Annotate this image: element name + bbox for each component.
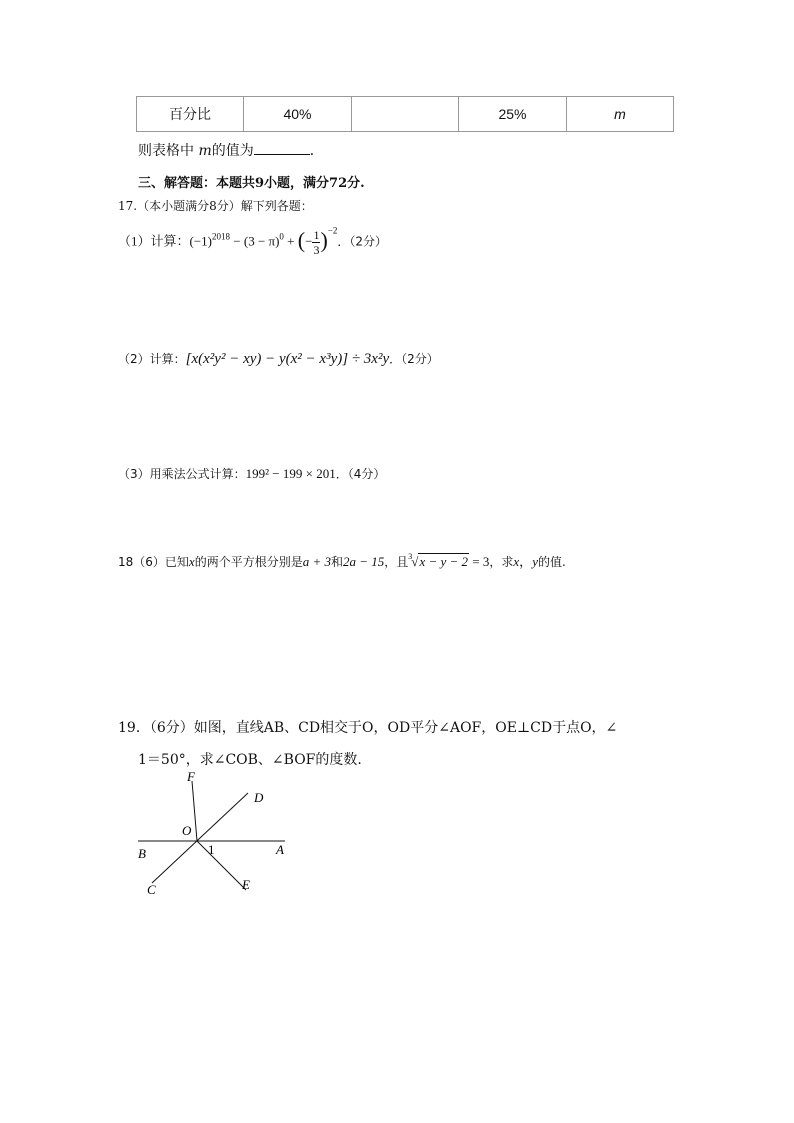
op-neg: − — [305, 233, 313, 249]
q19-line2: 1＝50°，求∠COB、∠BOF的度数. — [138, 752, 362, 768]
label-d: D — [254, 790, 264, 805]
table-cell: m — [567, 97, 674, 132]
q18-text: ，求 — [489, 555, 514, 569]
term-exp: 2018 — [212, 231, 231, 242]
radical-sign: √ — [411, 554, 419, 569]
label-f: F — [187, 769, 195, 784]
op-plus: + — [283, 233, 298, 249]
ray-of — [192, 781, 197, 841]
label-a: A — [276, 842, 284, 857]
table-cell — [352, 97, 459, 132]
q17-part1 — [118, 225, 387, 257]
fill-end: ． — [309, 143, 324, 159]
q18-text: 的值. — [537, 555, 566, 569]
var-x: x — [513, 554, 520, 569]
fill-question — [138, 140, 324, 160]
root-index: 3 — [408, 552, 413, 561]
q17-p3-expr: 199² − 199 × 201 — [245, 466, 336, 481]
ray-oe — [197, 841, 246, 890]
percentage-table — [136, 96, 674, 132]
frac-den: 3 — [313, 243, 320, 257]
q17-part2 — [118, 350, 439, 368]
table-cell: 40% — [244, 97, 352, 132]
var-y: y — [532, 554, 538, 569]
q18-text: ， — [519, 554, 533, 569]
geometry-figure — [130, 765, 300, 900]
fill-prefix: 则表格中 — [138, 143, 194, 159]
label-e: E — [242, 877, 250, 892]
q19-line1: 19．（6分）如图，直线AB、CD相交于O，OD平分∠AOF，OE⊥CD于点O，∠ — [118, 720, 618, 736]
term-base: (3 − π) — [243, 233, 280, 249]
term-exp: 0 — [279, 231, 284, 242]
label-o: O — [182, 823, 192, 838]
table-cell-header: 百分比 — [137, 97, 244, 132]
var-x: x — [188, 554, 195, 569]
op-minus: − — [230, 233, 244, 249]
table-row — [137, 97, 674, 132]
fill-var: m — [198, 143, 212, 159]
label-angle-1: 1 — [208, 842, 215, 857]
label-c: C — [147, 882, 156, 897]
score: ．（4分） — [335, 467, 386, 481]
line-cd — [152, 793, 248, 883]
q17-p2-label: （2）计算： — [118, 352, 186, 366]
frac-num: 1 — [313, 228, 320, 242]
score: ．（2分） — [389, 352, 439, 366]
q18-text: ，且 — [384, 555, 409, 569]
expr-a2: 2a − 15 — [343, 554, 385, 569]
q17-heading: 17.（本小题满分8分）解下列各题： — [118, 199, 313, 213]
term-exp: −2 — [327, 225, 338, 236]
q17-p2-expr: [x(x²y² − xy) − y(x² − x³y)] ÷ 3x²y — [185, 351, 390, 367]
fill-suffix: 的值为 — [211, 143, 254, 159]
q18-text: 和 — [330, 555, 343, 569]
q18-text: 18（6）已知 — [118, 555, 189, 569]
paren-close: ) — [320, 227, 328, 253]
equation-rhs: = 3 — [469, 554, 490, 569]
radicand: x − y − 2 — [419, 554, 469, 569]
term-base: (−1) — [189, 233, 213, 249]
q17-part3 — [118, 465, 385, 482]
q18 — [118, 551, 566, 570]
expr-a1: a + 3 — [302, 554, 331, 569]
table-cell: 25% — [459, 97, 567, 132]
score: ．（2分） — [337, 234, 387, 249]
section-heading: 三、解答题：本题共9小题，满分72分. — [138, 176, 365, 191]
q17-p1-label: （1）计算： — [118, 233, 190, 249]
q18-text: 的两个平方根分别是 — [194, 555, 303, 569]
answer-blank[interactable] — [254, 140, 310, 155]
q17-p3-label: （3）用乘法公式计算： — [118, 467, 246, 481]
label-b: B — [138, 846, 146, 861]
paren-open: ( — [297, 227, 306, 253]
